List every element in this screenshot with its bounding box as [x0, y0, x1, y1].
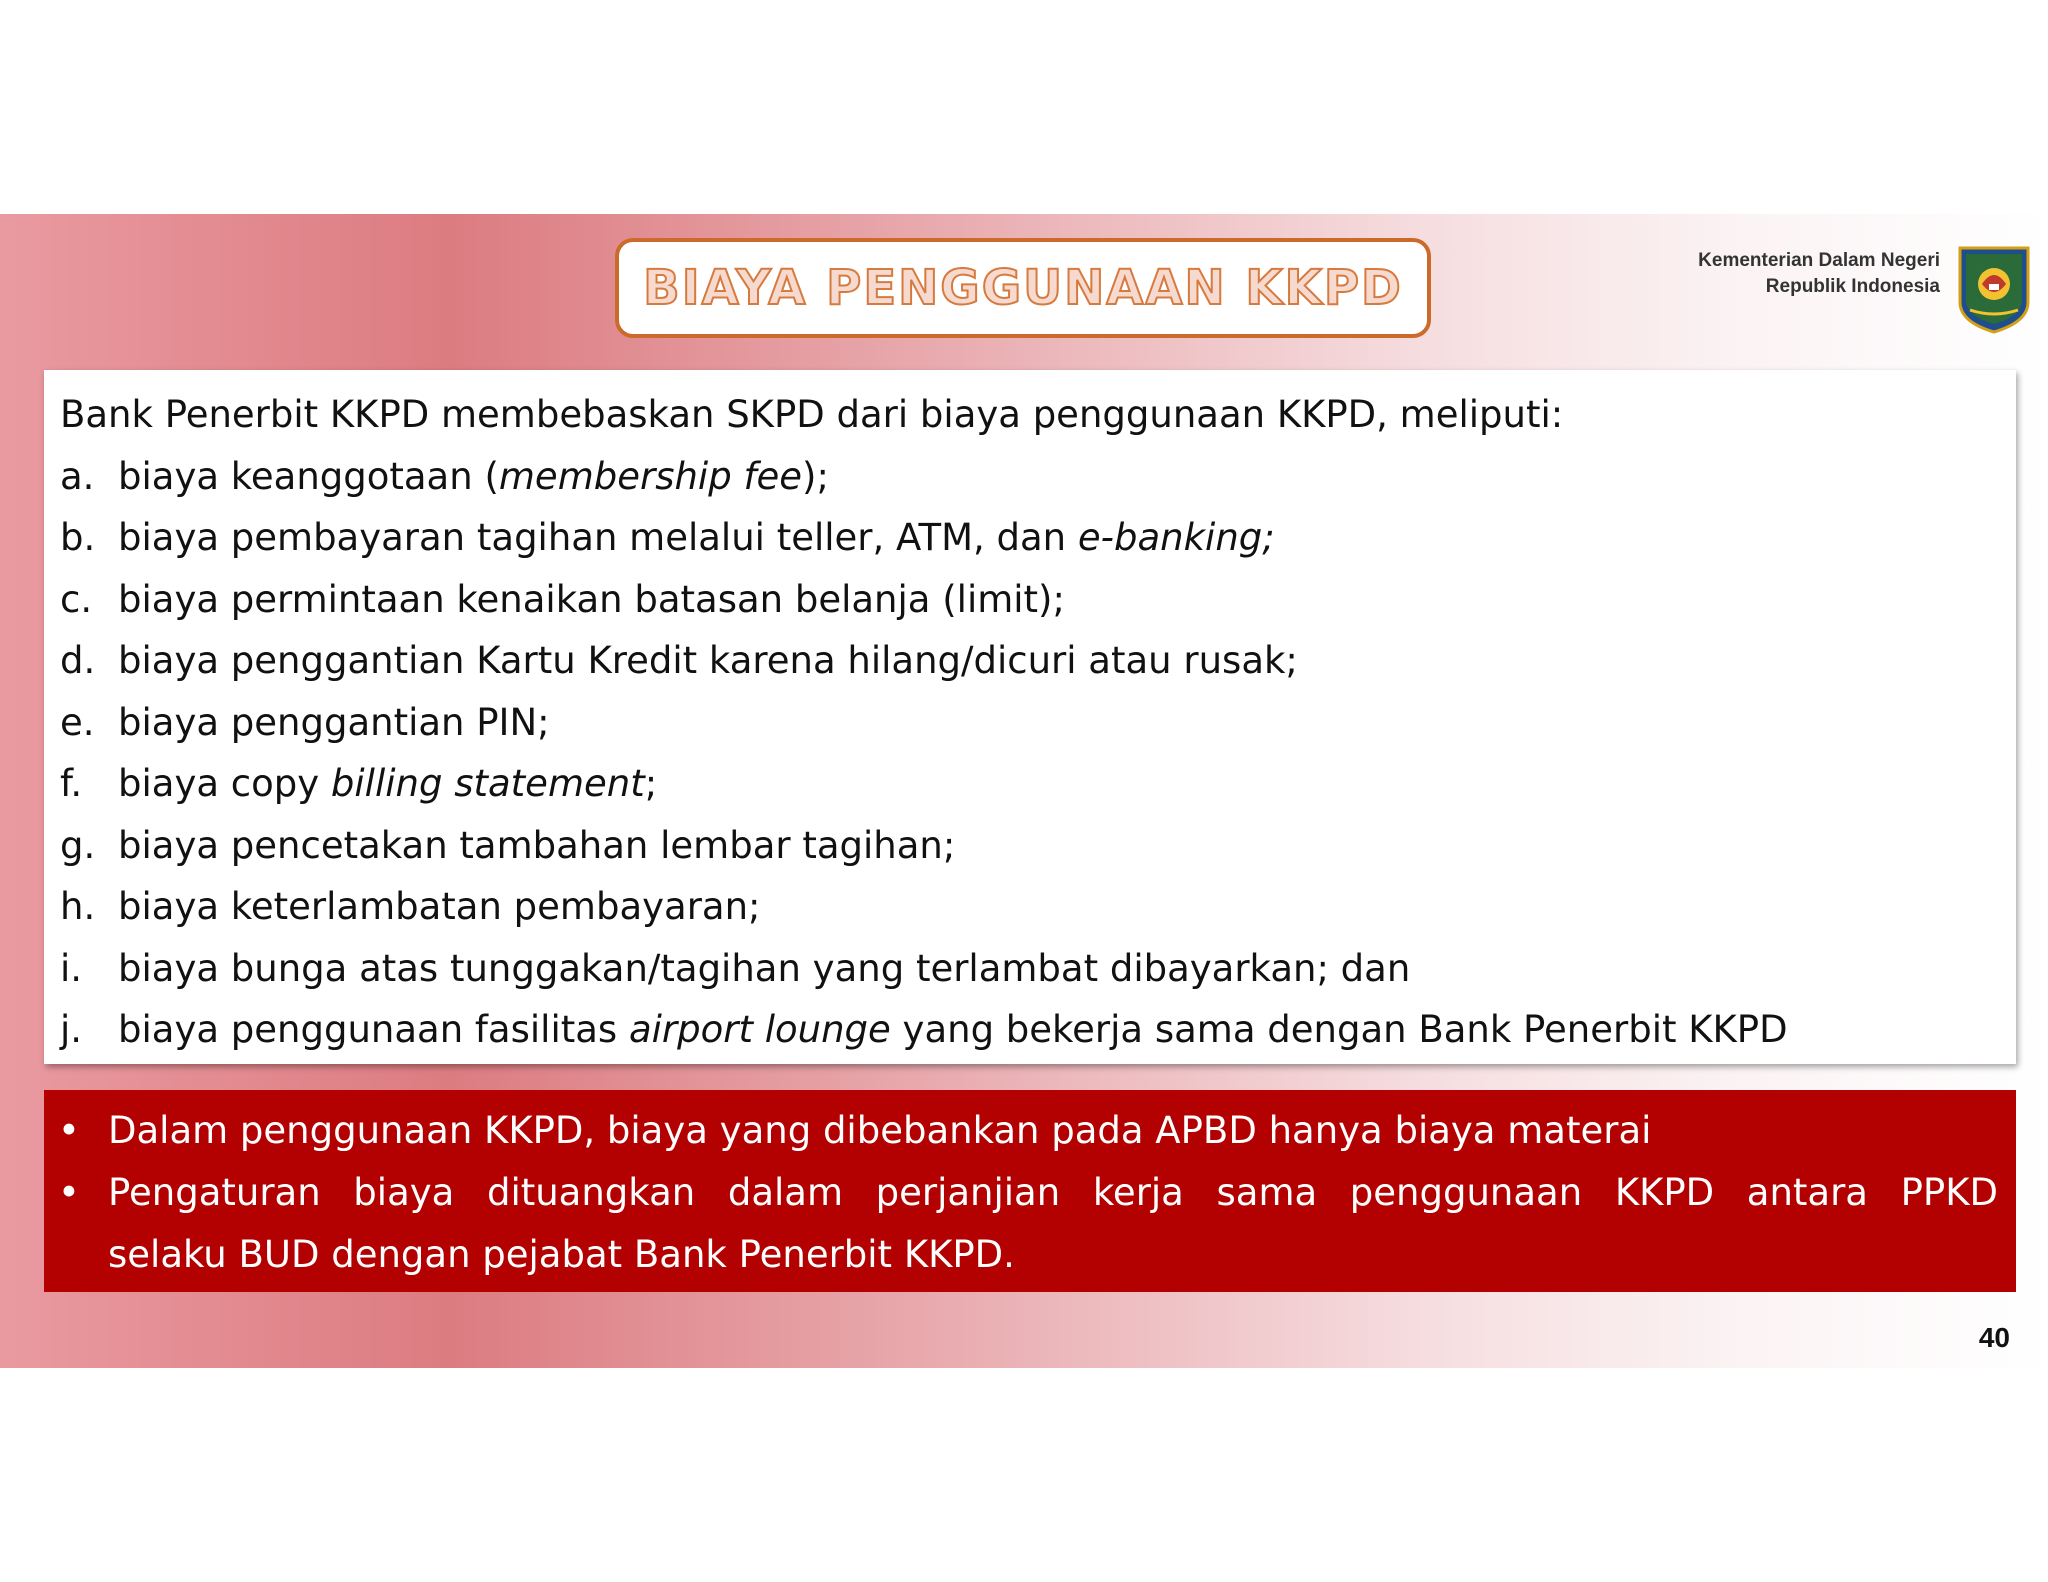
- list-marker: f.: [60, 762, 83, 805]
- list-text: biaya penggantian Kartu Kredit karena hilang/dicuri atau rusak;: [118, 639, 1298, 682]
- list-text-italic: billing statement: [330, 762, 645, 805]
- note-text-line-1: Pengaturan biaya dituangkan dalam perjanjian kerja sama penggunaan KKPD antara PPKD: [108, 1171, 1998, 1214]
- ministry-line-2: Republik Indonesia: [1765, 276, 1940, 297]
- note-text-block: [108, 1162, 1998, 1286]
- list-text: biaya keanggotaan (: [118, 454, 499, 498]
- list-text-italic: membership fee: [498, 454, 803, 498]
- note-text-line-2: selaku BUD dengan pejabat Bank Penerbit KKPD.: [108, 1233, 1015, 1276]
- list-text-italic: e-banking;: [1077, 516, 1275, 559]
- list-text: biaya pembayaran tagihan melalui teller, ATM, dan: [118, 516, 1078, 559]
- list-text: yang bekerja sama dengan Bank Penerbit KKPD: [890, 1008, 1788, 1051]
- page-title: BIAYA PENGGUNAAN KKPD: [643, 260, 1403, 316]
- list-marker: h.: [60, 885, 96, 928]
- list-text: biaya keterlambatan pembayaran;: [118, 885, 761, 928]
- list-text: biaya penggantian PIN;: [118, 700, 550, 744]
- list-text: biaya pencetakan tambahan lembar tagihan;: [118, 823, 956, 867]
- list-marker: j.: [60, 1008, 83, 1051]
- list-item: [60, 692, 2000, 754]
- bullet-icon: •: [58, 1109, 80, 1152]
- list-item: [60, 938, 2000, 1000]
- list-marker: d.: [60, 639, 96, 682]
- list-marker: i.: [60, 946, 83, 990]
- list-text: biaya copy: [118, 762, 331, 805]
- page-number: 40: [1978, 1322, 2010, 1353]
- list-item: [60, 630, 2000, 692]
- exemption-list: [60, 446, 2000, 1061]
- ministry-emblem-icon: [1956, 244, 2032, 334]
- note-item: [58, 1162, 1998, 1286]
- list-marker: b.: [60, 516, 96, 559]
- list-marker: g.: [60, 823, 96, 867]
- list-marker: e.: [60, 700, 95, 744]
- list-text-italic: airport lounge: [628, 1008, 891, 1051]
- list-item: [60, 815, 2000, 877]
- note-item: [58, 1100, 1998, 1162]
- list-text: );: [802, 454, 829, 498]
- list-text: biaya permintaan kenaikan batasan belanja (limit);: [118, 577, 1065, 621]
- notes-box: [44, 1090, 2016, 1292]
- list-marker: c.: [60, 577, 93, 621]
- note-text: Dalam penggunaan KKPD, biaya yang dibebankan pada APBD hanya biaya materai: [108, 1109, 1652, 1152]
- title-box: [615, 238, 1431, 338]
- ministry-line-1: Kementerian Dalam Negeri: [1698, 250, 1940, 271]
- list-item: [60, 446, 2000, 508]
- list-item: [60, 999, 2000, 1061]
- slide: [0, 214, 2048, 1368]
- list-marker: a.: [60, 454, 95, 498]
- list-item: [60, 753, 2000, 815]
- list-text: biaya penggunaan fasilitas: [118, 1008, 629, 1051]
- exemption-list-box: [44, 370, 2016, 1064]
- list-text: ;: [644, 762, 658, 805]
- list-item: [60, 507, 2000, 569]
- ministry-label: [1620, 248, 1940, 300]
- bullet-icon: •: [58, 1171, 80, 1214]
- intro-text: Bank Penerbit KKPD membebaskan SKPD dari biaya penggunaan KKPD, meliputi:: [60, 393, 1564, 436]
- list-item: [60, 876, 2000, 938]
- list-item: [60, 569, 2000, 631]
- list-text: biaya bunga atas tunggakan/tagihan yang terlambat dibayarkan; dan: [118, 946, 1411, 990]
